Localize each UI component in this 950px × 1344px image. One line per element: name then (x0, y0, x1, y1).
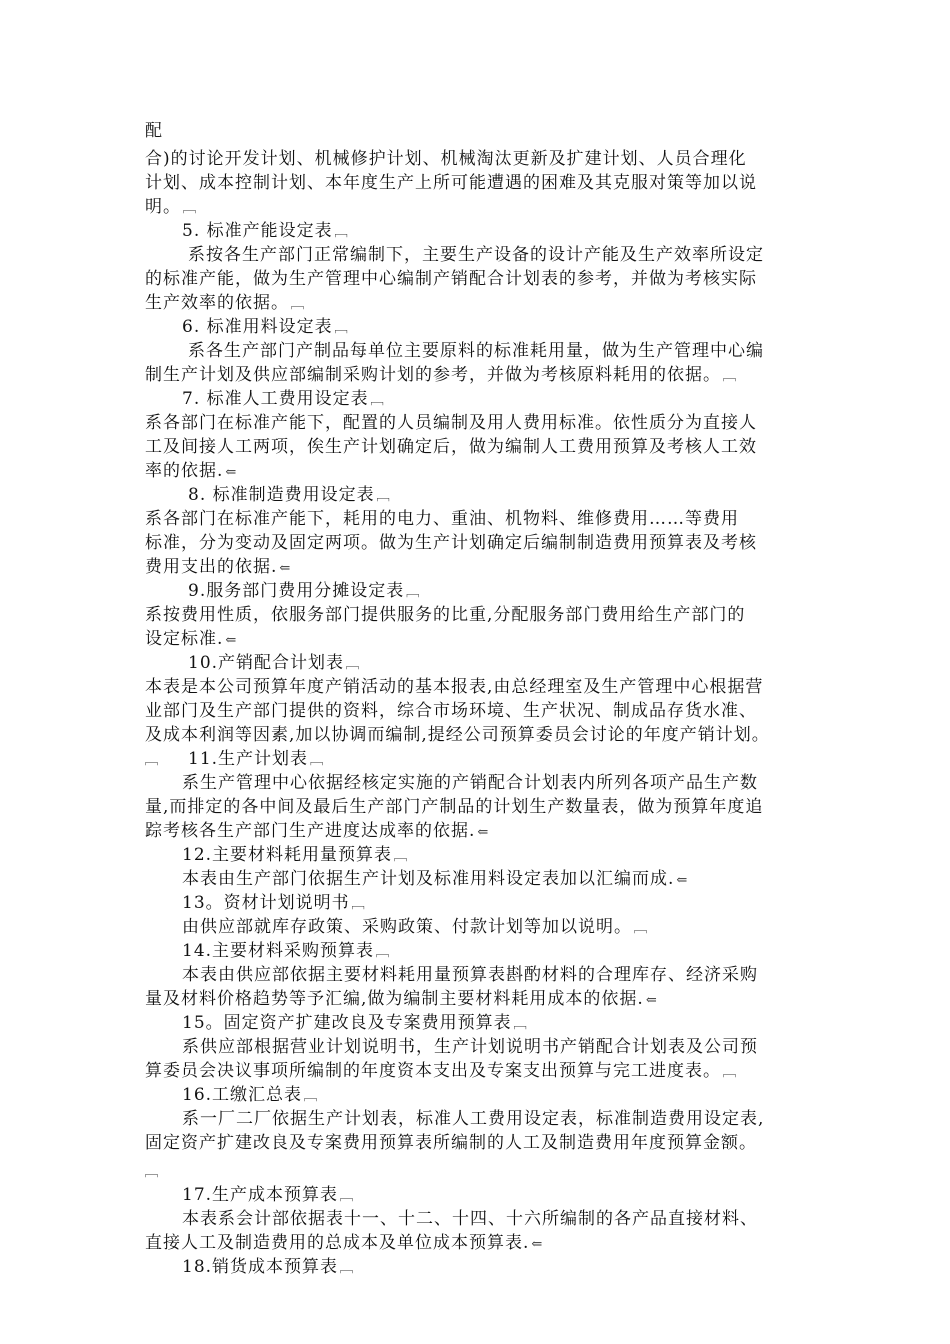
paragraph-mark-icon: ﹇ (370, 393, 384, 408)
paragraph-mark-icon: ﹇ (334, 321, 348, 336)
section-heading: 16.工缴汇总表 ﹇ (182, 1085, 318, 1105)
section-heading: 10.产销配合计划表 ﹇ (188, 653, 360, 673)
text-line: 本表由供应部依据主要材料耗用量预算表斟酌材料的合理库存、经济采购 (182, 965, 758, 985)
section-heading: 17.生产成本预算表 ﹇ (182, 1185, 354, 1205)
text-line: 量,而排定的各中间及最后生产部门产制品的计划生产数量表，做为预算年度追 (145, 797, 764, 817)
enter-mark-icon: ⇐ (225, 633, 237, 648)
section-heading: 5. 标准产能设定表 ﹇ (182, 221, 348, 241)
text-line: 本表是本公司预算年度产销活动的基本报表,由总经理室及生产管理中心根据营 (145, 677, 764, 697)
paragraph-mark-icon: ﹇ (310, 753, 324, 768)
enter-mark-icon: ⇐ (531, 1237, 543, 1252)
text-line: 固定资产扩建改良及专案费用预算表所编制的人工及制造费用年度预算金额。 (145, 1133, 757, 1153)
text-line: 生产效率的依据。 ﹇ (145, 293, 305, 313)
text-line (145, 1160, 158, 1182)
text-line: 合)的讨论开发计划、机械修护计划、机械淘汰更新及扩建计划、人员合理化 (145, 149, 747, 169)
paragraph-mark-icon: ﹇ (634, 921, 648, 936)
section-heading: 15。固定资产扩建改良及专案费用预算表 ﹇ (182, 1013, 527, 1033)
section-heading: 13。资材计划说明书 ﹇ (182, 893, 365, 913)
text-line: 由供应部就库存政策、采购政策、付款计划等加以说明。 ﹇ (182, 917, 648, 937)
text-line: 工及间接人工两项，俟生产计划确定后，做为编制人工费用预算及考核人工效 (145, 437, 757, 457)
text-line: 直接人工及制造费用的总成本及单位成本预算表. ⇐ (145, 1233, 543, 1253)
paragraph-mark-icon: ﹇ (145, 753, 159, 768)
enter-mark-icon: ⇐ (645, 993, 657, 1008)
text-line: 明。 ﹇ (145, 197, 197, 217)
text-line: 率的依据. ⇐ (145, 461, 237, 481)
enter-mark-icon: ⇐ (225, 465, 237, 480)
text-line: 踪考核各生产部门生产进度达成率的依据. ⇐ (145, 821, 489, 841)
paragraph-mark-icon: ﹇ (183, 201, 197, 216)
paragraph-mark-icon: ﹇ (145, 1165, 159, 1180)
text-line: 费用支出的依据. ⇐ (145, 557, 291, 577)
paragraph-mark-icon: ﹇ (351, 897, 365, 912)
text-line: 的标准产能，做为生产管理中心编制产销配合计划表的参考，并做为考核实际 (145, 269, 757, 289)
section-heading: 14.主要材料采购预算表 ﹇ (182, 941, 390, 961)
text-line: 算委员会决议事项所编制的年度资本支出及专案支出预算与完工进度表。 ﹇ (145, 1061, 737, 1081)
paragraph-mark-icon: ﹇ (394, 849, 408, 864)
paragraph-mark-icon: ﹇ (376, 945, 390, 960)
section-heading: 6. 标准用料设定表 ﹇ (182, 317, 348, 337)
text-line: 系各部门在标准产能下，耗用的电力、重油、机物料、维修费用……等费用 (145, 509, 739, 529)
paragraph-mark-icon: ﹇ (376, 489, 390, 504)
enter-mark-icon: ⇐ (477, 825, 489, 840)
text-line: 系供应部根据营业计划说明书，生产计划说明书产销配合计划表及公司预 (182, 1037, 758, 1057)
paragraph-mark-icon: ﹇ (513, 1017, 527, 1032)
paragraph-mark-icon: ﹇ (304, 1089, 318, 1104)
text-line: 系各生产部门产制品每单位主要原料的标准耗用量，做为生产管理中心编 (188, 341, 764, 361)
section-heading: ﹇ 11.生产计划表 ﹇ (145, 749, 324, 769)
enter-mark-icon: ⇐ (676, 873, 688, 888)
text-line: 系按各生产部门正常编制下，主要生产设备的设计产能及生产效率所设定 (188, 245, 764, 265)
text-line: 标准，分为变动及固定两项。做为生产计划确定后编制制造费用预算表及考核 (145, 533, 757, 553)
enter-mark-icon: ⇐ (279, 561, 291, 576)
paragraph-mark-icon: ﹇ (291, 297, 305, 312)
text-line: 量及材料价格趋势等予汇编,做为编制主要材料耗用成本的依据. ⇐ (145, 989, 657, 1009)
text-line: 本表系会计部依据表十一、十二、十四、十六所编制的各产品直接材料、 (182, 1209, 758, 1229)
section-heading: 12.主要材料耗用量预算表 ﹇ (182, 845, 408, 865)
paragraph-mark-icon: ﹇ (723, 369, 737, 384)
paragraph-mark-icon: ﹇ (334, 225, 348, 240)
paragraph-mark-icon: ﹇ (723, 1065, 737, 1080)
text-line: 计划、成本控制计划、本年度生产上所可能遭遇的困难及其克服对策等加以说 (145, 173, 757, 193)
text-line: 系各部门在标准产能下，配置的人员编制及用人费用标准。依性质分为直接人 (145, 413, 757, 433)
text-line: 配 (145, 121, 163, 141)
text-line: 系按费用性质，依服务部门提供服务的比重,分配服务部门费用给生产部门的 (145, 605, 746, 625)
text-line: 制生产计划及供应部编制采购计划的参考，并做为考核原料耗用的依据。 ﹇ (145, 365, 737, 385)
paragraph-mark-icon: ﹇ (340, 1261, 354, 1276)
text-line: 及成本利润等因素,加以协调而编制,提经公司预算委员会讨论的年度产销计划。 (145, 725, 770, 745)
paragraph-mark-icon: ﹇ (340, 1189, 354, 1204)
text-line: 系生产管理中心依据经核定实施的产销配合计划表内所列各项产品生产数 (182, 773, 758, 793)
text-line: 设定标准. ⇐ (145, 629, 237, 649)
text-line: 系一厂二厂依据生产计划表，标准人工费用设定表，标准制造费用设定表, (182, 1109, 765, 1129)
section-heading: 7. 标准人工费用设定表 ﹇ (182, 389, 384, 409)
text-line: 本表由生产部门依据生产计划及标准用料设定表加以汇编而成. ⇐ (182, 869, 688, 889)
paragraph-mark-icon: ﹇ (346, 657, 360, 672)
section-heading: 18.销货成本预算表 ﹇ (182, 1257, 354, 1277)
text-line: 业部门及生产部门提供的资料，综合市场环境、生产状况、制成品存货水准、 (145, 701, 757, 721)
paragraph-mark-icon: ﹇ (406, 585, 420, 600)
section-heading: 8. 标准制造费用设定表 ﹇ (188, 485, 390, 505)
section-heading: 9.服务部门费用分摊设定表 ﹇ (188, 581, 420, 601)
